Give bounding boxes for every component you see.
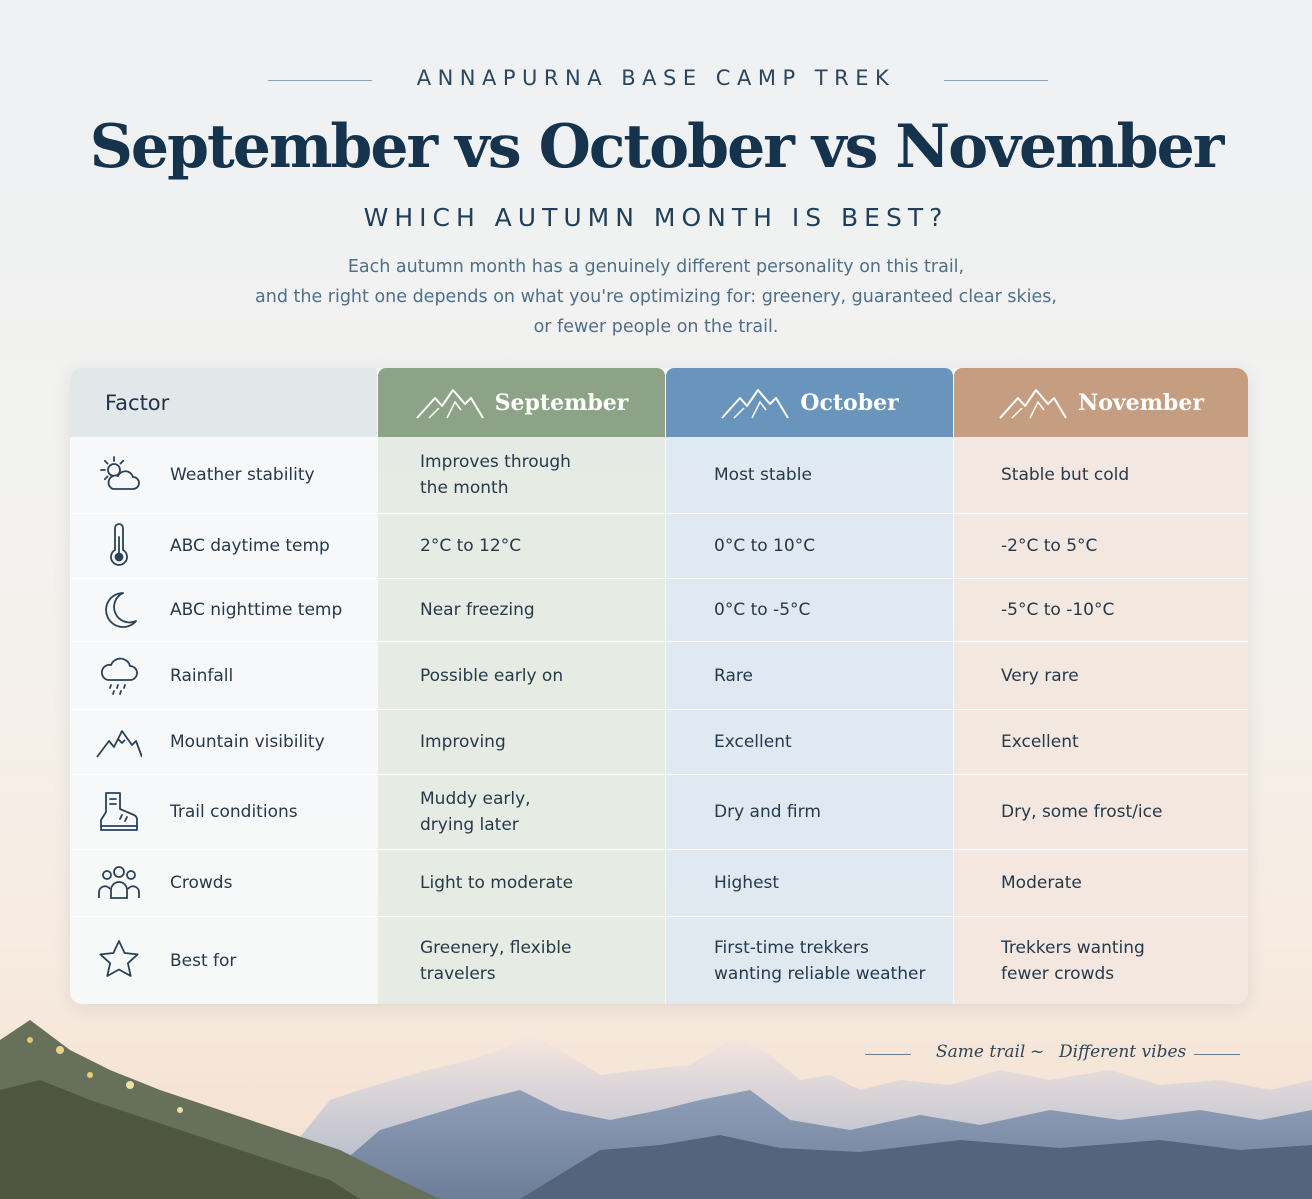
mountain-icon	[720, 386, 790, 420]
row-factor-label: Mountain visibility	[170, 732, 325, 752]
row-factor-label: Weather stability	[170, 465, 315, 485]
row-factor-label: ABC daytime temp	[170, 536, 330, 556]
eyebrow-divider-right	[944, 80, 1048, 81]
comparison-table	[70, 368, 1248, 1004]
mountain-landscape-illustration	[0, 980, 1312, 1199]
table-row	[70, 579, 1248, 641]
star-icon	[96, 937, 142, 983]
october-cell: 0°C to 10°C	[714, 536, 816, 556]
october-cell: Rare	[714, 665, 753, 686]
people-group-icon	[96, 860, 142, 906]
thermometer-icon	[96, 523, 142, 569]
september-cell: 2°C to 12°C	[420, 536, 522, 556]
column-header-label: September	[494, 389, 629, 416]
november-cell: -2°C to 5°C	[1001, 536, 1098, 556]
mountain-icon	[998, 386, 1068, 420]
september-cell: Light to moderate	[420, 873, 574, 893]
tagline-left-text: Same trail	[936, 1042, 1026, 1062]
november-cell: Excellent	[1001, 732, 1079, 752]
column-header-september	[378, 368, 665, 437]
september-cell: Improving	[420, 732, 506, 752]
column-header-label: November	[1078, 389, 1204, 416]
september-cell: Greenery, flexible travelers	[420, 937, 572, 984]
row-factor-label: ABC nighttime temp	[170, 600, 343, 620]
column-header-label: October	[800, 389, 899, 416]
tagline-divider-left	[865, 1054, 911, 1055]
intro-paragraph	[200, 252, 1112, 342]
november-cell: Trekkers wanting fewer crowds	[1001, 937, 1145, 984]
moon-icon	[96, 587, 142, 633]
september-cell: Muddy early, drying later	[420, 789, 531, 835]
eyebrow-label: ANNAPURNA BASE CAMP TREK	[416, 66, 896, 90]
column-header-november	[954, 368, 1248, 437]
table-row	[70, 437, 1248, 513]
september-cell: Near freezing	[420, 600, 535, 620]
eyebrow-row	[0, 64, 1312, 96]
intro-line: or fewer people on the trail.	[533, 317, 779, 337]
page-title: September vs October vs November	[89, 112, 1223, 182]
row-factor-label: Trail conditions	[170, 802, 298, 822]
october-cell: 0°C to -5°C	[714, 600, 811, 620]
november-cell: Moderate	[1001, 873, 1082, 893]
row-factor-label: Rainfall	[170, 665, 234, 686]
column-header-october	[666, 368, 953, 437]
column-header-factor	[70, 368, 377, 437]
hiking-boot-icon	[96, 789, 142, 835]
november-cell: Dry, some frost/ice	[1001, 802, 1163, 822]
tagline-separator: ~	[1030, 1042, 1045, 1062]
mountain-icon	[415, 386, 485, 420]
intro-line: and the right one depends on what you're optimizing for: greenery, guaranteed clear skies,	[255, 287, 1057, 307]
october-cell: First-time trekkers wanting reliable weather	[714, 937, 926, 984]
row-factor-label: Best for	[170, 950, 237, 971]
september-cell: Possible early on	[420, 665, 564, 686]
weather-partly-sunny-icon	[96, 452, 142, 498]
october-cell: Dry and firm	[714, 802, 821, 822]
table-row	[70, 514, 1248, 578]
tagline-right-text: Different vibes	[1059, 1042, 1187, 1062]
page-subtitle: WHICH AUTUMN MONTH IS BEST?	[363, 203, 949, 232]
october-cell: Most stable	[714, 465, 812, 485]
table-row	[70, 642, 1248, 709]
table-row	[70, 775, 1248, 849]
november-cell: Very rare	[1001, 665, 1079, 686]
table-row	[70, 710, 1248, 774]
table-row	[70, 850, 1248, 916]
row-factor-label: Crowds	[170, 873, 233, 893]
october-cell: Highest	[714, 873, 780, 893]
november-cell: Stable but cold	[1001, 465, 1130, 485]
mountain-icon	[96, 719, 142, 765]
intro-line: Each autumn month has a genuinely different personality on this trail,	[347, 257, 965, 277]
tagline-divider-right	[1194, 1054, 1240, 1055]
september-cell: Improves through the month	[420, 452, 571, 498]
october-cell: Excellent	[714, 732, 792, 752]
tagline	[860, 1040, 1244, 1068]
rain-cloud-icon	[96, 652, 142, 698]
november-cell: -5°C to -10°C	[1001, 600, 1115, 620]
column-header-label: Factor	[105, 390, 170, 415]
